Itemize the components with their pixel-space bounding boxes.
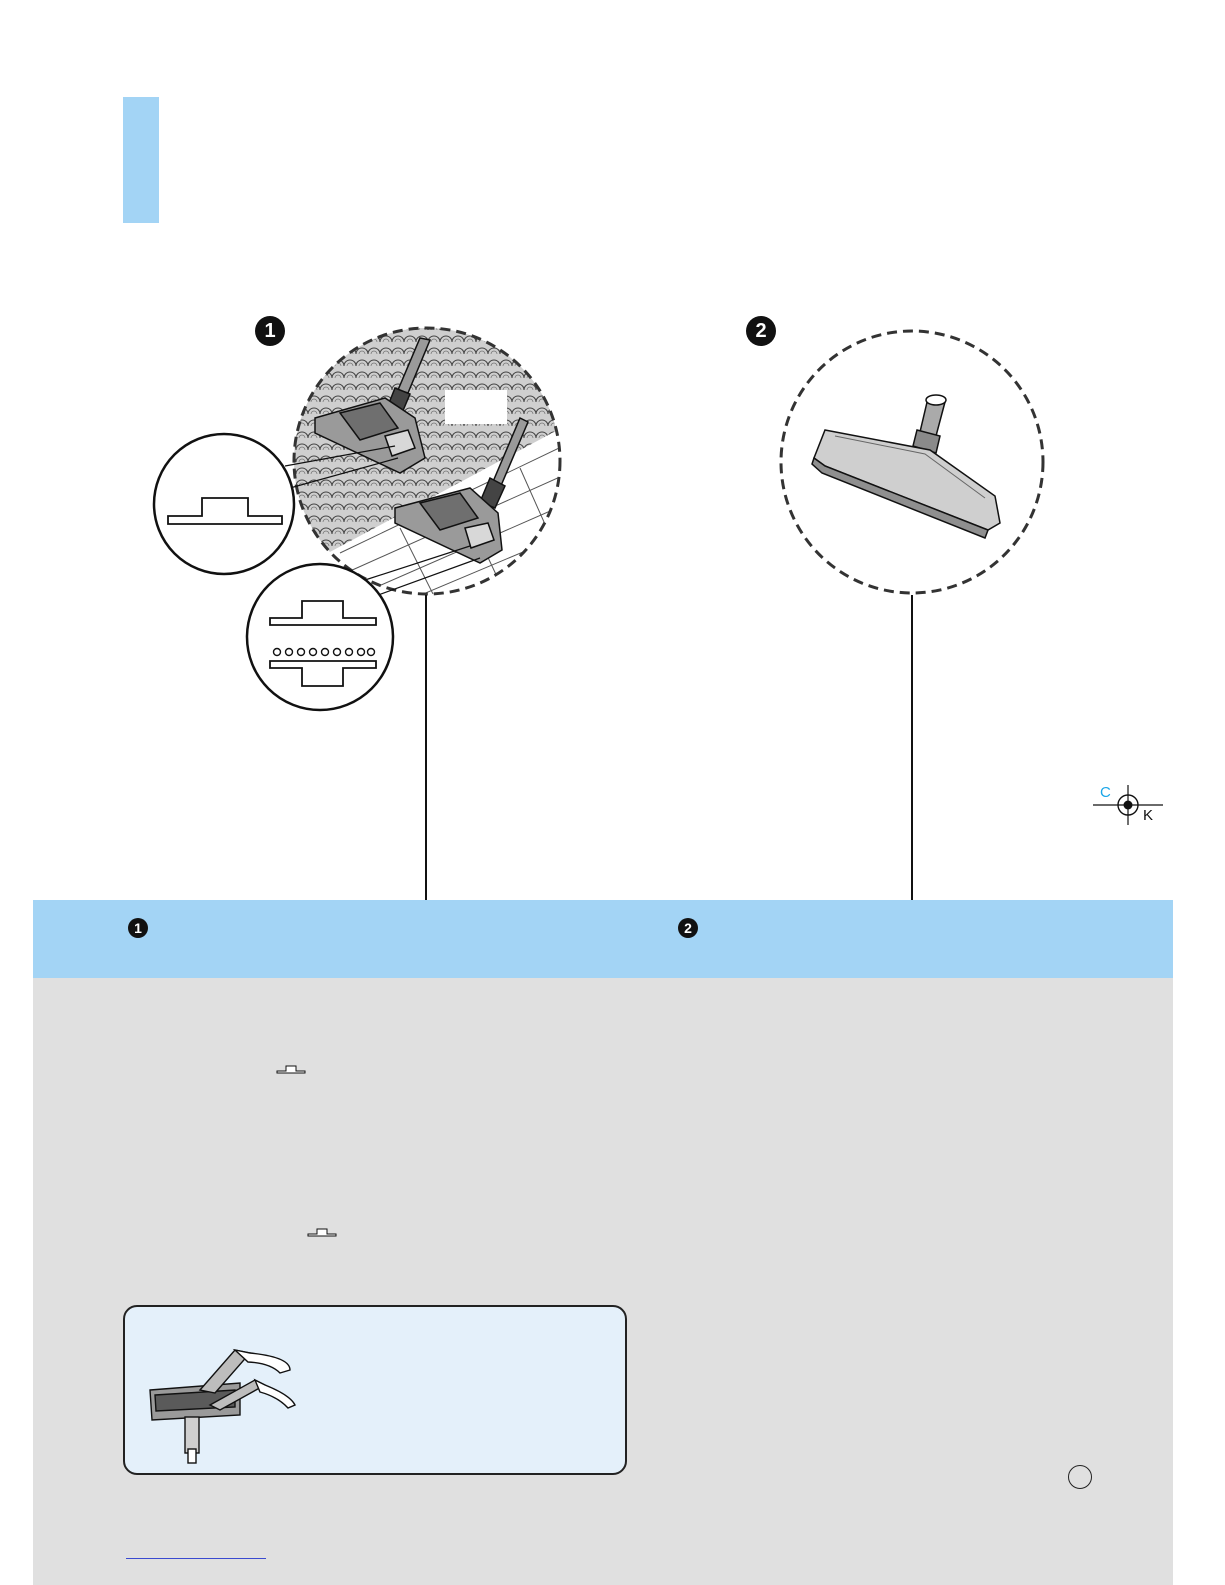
connector-line-1 [425, 595, 427, 900]
bristles-retracted-symbol [276, 1064, 306, 1074]
bristles-symbol [307, 1227, 337, 1237]
page-number-circle [1068, 1465, 1092, 1489]
panel-column-1-badge: 1 [128, 918, 148, 938]
figure-1-badge: 1 [255, 316, 285, 346]
registration-label-k: K [1143, 807, 1154, 824]
parquet-brush-icon [770, 318, 1060, 608]
footer-link-underline[interactable] [126, 1558, 266, 1559]
info-panel-header [33, 900, 1173, 978]
registration-label-c: C [1100, 784, 1111, 801]
floor-brush-with-pedal-icon [140, 318, 580, 718]
section-title-tab [123, 97, 159, 223]
panel-column-2-badge: 2 [678, 918, 698, 938]
connector-line-2 [911, 595, 913, 900]
figure-2-badge: 2 [746, 316, 776, 346]
info-panel-body [33, 978, 1173, 1585]
handle-pedal-operation-icon [140, 1345, 300, 1470]
